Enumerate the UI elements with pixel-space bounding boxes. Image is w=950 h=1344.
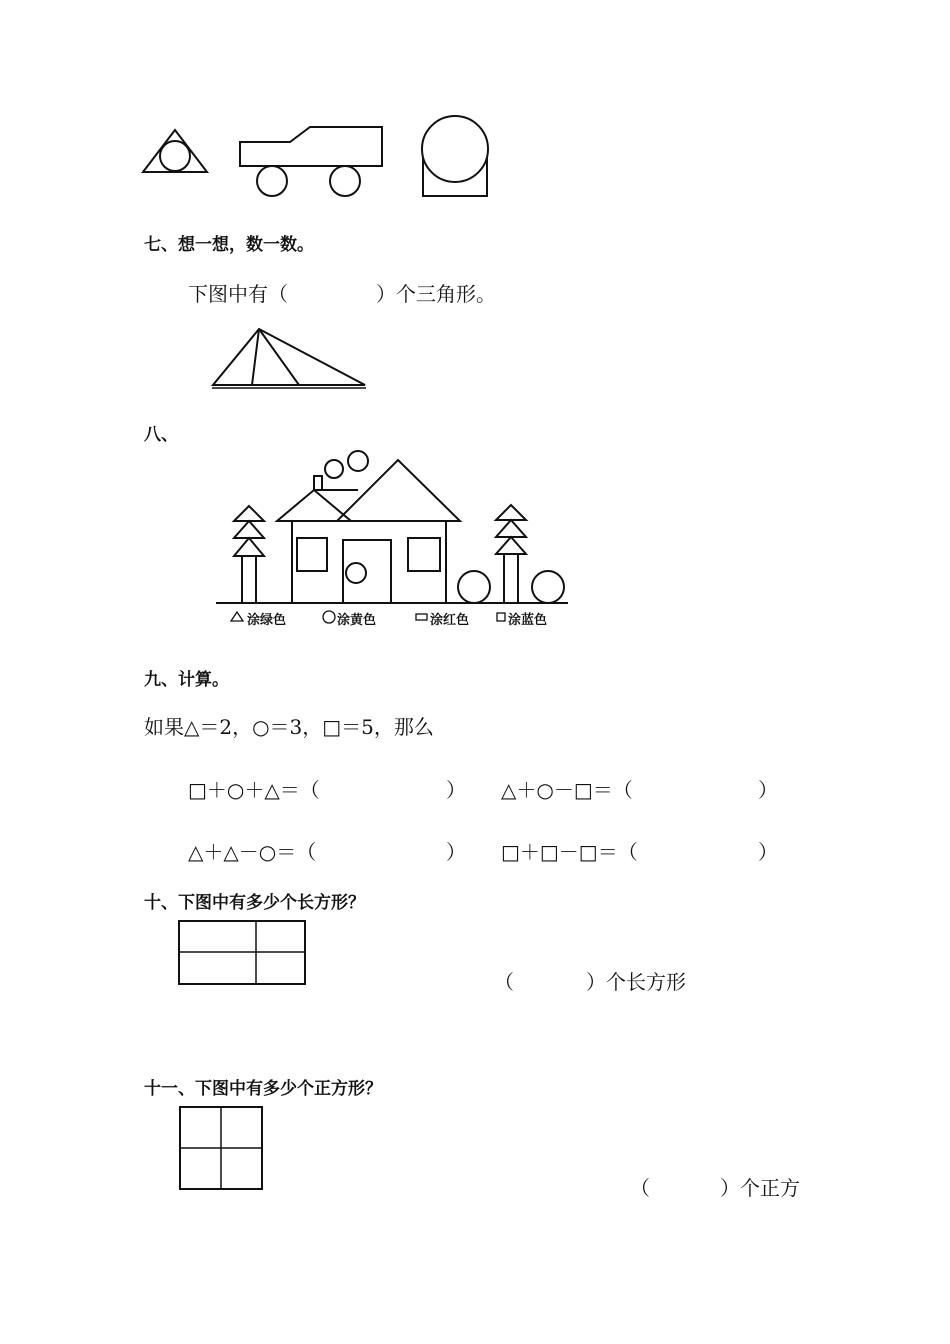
q11-heading: 十一、下图中有多少个正方形？ <box>144 1079 382 1099</box>
q9-expr-2: △＋○－□＝（ <box>501 778 633 802</box>
q10-answer-right: ）个长方形 <box>586 970 686 994</box>
q11-answer-left: （ <box>630 1176 650 1200</box>
q10-answer-left: （ <box>494 970 514 994</box>
q9-expr-4: □＋□－□＝（ <box>501 840 638 864</box>
q9-expr-3: △＋△－○＝（ <box>188 840 317 864</box>
legend-label-red: 涂红色 <box>430 613 470 628</box>
q9-close-3: ） <box>446 840 466 864</box>
square-grid-figure <box>0 0 1 1</box>
q7-prompt-left: 下图中有（ <box>188 282 288 306</box>
q7-prompt-right: ）个三角形。 <box>376 282 496 306</box>
q9-close-1: ） <box>446 778 466 802</box>
legend-label-yellow: 涂黄色 <box>337 613 377 628</box>
q9-close-4: ） <box>758 840 778 864</box>
q9-heading: 九、计算。 <box>144 670 229 690</box>
q7-heading: 七、想一想，数一数。 <box>144 235 314 255</box>
q8-heading: 八、 <box>144 425 178 445</box>
q9-given: 如果△＝2，○＝3，□＝5，那么 <box>144 715 434 739</box>
legend-label-green: 涂绿色 <box>247 613 287 628</box>
q9-expr-1: □＋○＋△＝（ <box>188 778 320 802</box>
q9-close-2: ） <box>758 778 778 802</box>
legend-label-blue: 涂蓝色 <box>508 613 548 628</box>
q10-heading: 十、下图中有多少个长方形？ <box>144 893 365 913</box>
q11-answer-right: ）个正方 <box>720 1176 800 1200</box>
